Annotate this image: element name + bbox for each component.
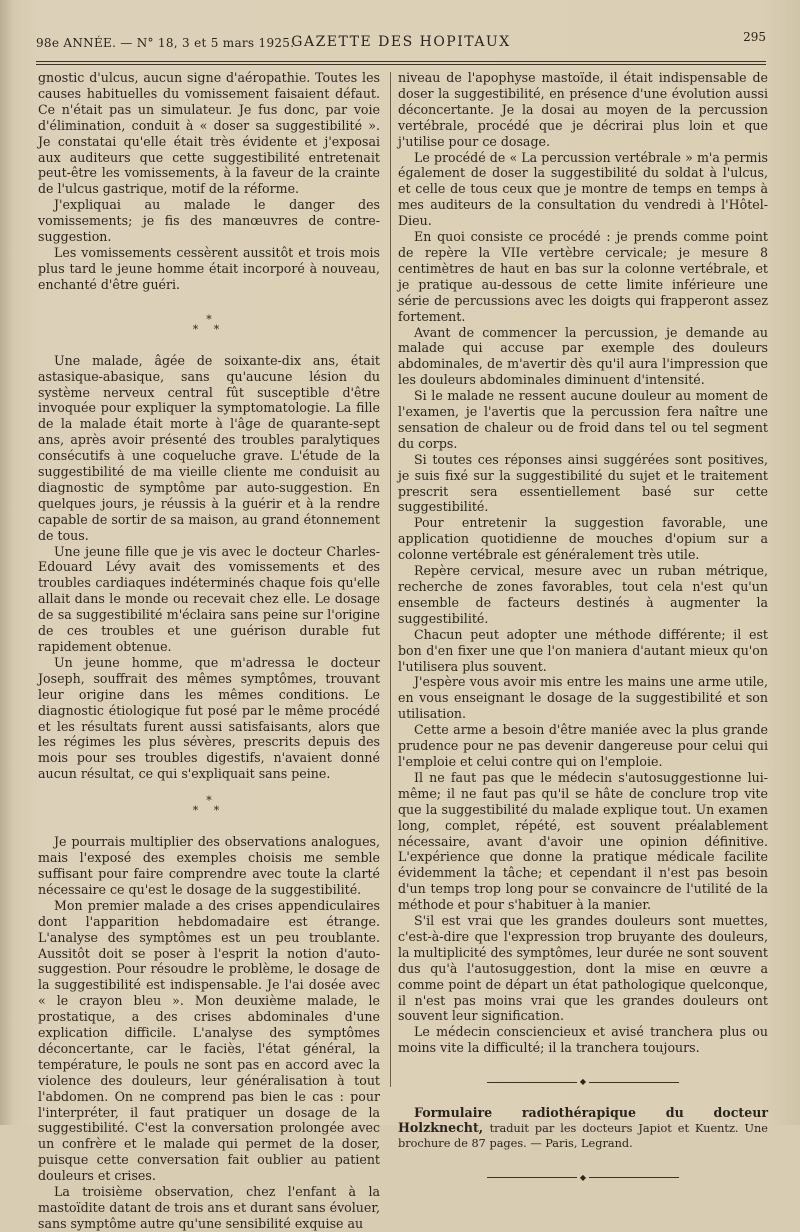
ornamental-rule [398, 1074, 768, 1090]
separator-star: * [206, 312, 212, 326]
page-number: 295 [743, 30, 766, 44]
ornament-icon: ◆ [579, 1172, 587, 1182]
paragraph: J'espère vous avoir mis entre les mains une arme utile, en vous enseignant le dosage de la suggestibilité et son utilisation. [398, 674, 768, 722]
issue-info: 98e ANNÉE. — N° 18, 3 et 5 mars 1925. [36, 36, 295, 50]
page-header [36, 26, 766, 60]
paragraph: Le procédé de « La percussion vertébrale » m'a permis également de doser la suggestibilité du soldat à l'ulcus, et celle de tous ceux que je montre de temps en temps à mes auditeurs de la consultation du vendredi à l'Hôtel-Dieu. [398, 149, 768, 229]
paragraph: Si le malade ne ressent aucune douleur au moment de l'examen, je l'avertis que la percussion fera naître une sensation de chaleur ou de froid dans tel ou tel segment du corps. [398, 388, 768, 451]
paragraph: Il ne faut pas que le médecin s'autosuggestionne lui-même; il ne faut pas qu'il se hâte de conclure trop vite que la suggestibilité du malade explique tout. Un examen long, complet, répété, est souvent préalablement nécessaire, avant d'avoir une opinion définitive. L'expérience que donne la pratique médicale facilite évidemment la tâche; et cependant il n'est pas besoin d'un temps trop long pour se convaincre de l'utilité de la méthode et pour s'habituer à la manier. [398, 769, 768, 913]
paragraph: gnostic d'ulcus, aucun signe d'aéropathie. Toutes les causes habituelles du vomissement faisaient défaut. Ce n'était pas un simulateur. Je fus donc, par voie d'élimination, conduit à « doser sa suggestibilité ». Je constatai qu'elle était très évidente et j'exposai aux auditeurs que cette suggestibilité entretenait peut-être les vomissements, à la faveur de la crainte de l'ulcus gastrique, motif de la réforme. [38, 70, 380, 197]
paragraph: Chacun peut adopter une méthode différente; il est bon d'en fixer une que l'on maniera d'autant mieux qu'on l'utilisera plus souvent. [398, 626, 768, 674]
paragraph: Une malade, âgée de soixante-dix ans, était astasique-abasique, sans qu'aucune lésion du système nerveux central fût susceptible d'être invoquée pour expliquer la symptomatologie. La fille de la malade était morte à l'âge de quarante-sept ans, après avoir présenté des troubles paralytiques consécutifs à une coqueluche grave. L'étude de la suggestibilité de ma vieille cliente me conduisit au diagnostic de symptôme par auto-suggestion. En quelques jours, je réussis à la guérir et à la rendre capable de sortir de sa maison, au grand étonnement de tous. [38, 352, 380, 543]
column-divider [390, 72, 391, 1087]
ornament-icon: ◆ [579, 1077, 587, 1087]
book-notice [398, 1106, 768, 1152]
left-column [38, 70, 380, 1232]
book-notice-title: Formulaire radiothérapique du docteur Holzknecht, [398, 1105, 768, 1135]
paragraph: Repère cervical, mesure avec un ruban métrique, recherche de zones favorables, tout cela n'est qu'un ensemble de facteurs destinés à augmenter la suggestibilité. [398, 563, 768, 626]
journal-title: GAZETTE DES HOPITAUX [291, 34, 511, 50]
paragraph: Avant de commencer la percussion, je demande au malade qui accuse par exemple des douleurs abdominales, de m'avertir dès qu'il aura l'impression que les douleurs abdominales diminuent d'intensité. [398, 324, 768, 388]
paragraph: Cette arme a besoin d'être maniée avec la plus grande prudence pour ne pas devenir dangereuse pour celui qui l'emploie et celui contre qui on l'emploie. [398, 722, 768, 769]
section-separator [38, 312, 380, 336]
paragraph: Je pourrais multiplier des observations analogues, mais l'exposé des exemples choisis me semble suffisant pour faire comprendre avec toute la clarté nécessaire ce qu'est le dosage de la suggestibilité. [38, 834, 380, 897]
section-separator [38, 796, 380, 816]
paragraph: niveau de l'apophyse mastoïde, il était indispensable de doser la suggestibilité, en présence d'une évolution aussi déconcertante. Je la dosai au moyen de la percussion vertébrale, procédé que je décrirai plus loin et que j'utilise pour ce dosage. [398, 70, 768, 149]
separator-stars: * * [192, 804, 226, 818]
paragraph: Mon premier malade a des crises appendiculaires dont l'apparition hebdomadaire est étrange. L'analyse des symptômes est un peu troublante. Aussitôt doit se poser à l'esprit la notion d'auto-suggestion. Pour résoudre le problème, le dosage de la suggestibilité est indispensable. Je l'ai dosée avec « le crayon bleu ». Mon deuxième malade, le prostatique, a des crises abdominales d'une explication difficile. L'analyse des symptômes déconcertante, car le faciès, l'état général, la température, le pouls ne sont pas en accord avec la violence des douleurs, leur généralisation à tout l'abdomen. On ne comprend pas bien le cas : pour l'interpréter, il faut pratiquer un dosage de la suggestibilité. C'est la conversation prolongée avec un confrère et le malade qui permet de la doser, puisque cette conversation fait oublier au patient douleurs et crises. [38, 897, 380, 1184]
paragraph: La troisième observation, chez l'enfant à la mastoïdite datant de trois ans et durant sans évoluer, sans symptôme autre qu'une sensibilité exquise au [38, 1184, 380, 1231]
paragraph: Un jeune homme, que m'adressa le docteur Joseph, souffrait des mêmes symptômes, trouvant leur origine dans les mêmes conditions. Le diagnostic étiologique fut posé par le même procédé et les résultats furent aussi satisfaisants, alors que les régimes les plus sévères, prescrits depuis des mois pour ses troubles digestifs, n'avaient donné aucun résultat, ce qui s'expliquait sans peine. [38, 654, 380, 782]
paragraph: En quoi consiste ce procédé : je prends comme point de repère la VIIe vertèbre cervicale; je mesure 8 centimètres de haut en bas sur la colonne vertébrale, et je pratique au-dessous de cette limite inférieure une série de percussions avec les doigts qui frapperont assez fortement. [398, 229, 768, 324]
header-rule-top [36, 61, 766, 62]
paragraph: S'il est vrai que les grandes douleurs sont muettes, c'est-à-dire que l'expression trop bruyante des douleurs, la multiplicité des symptômes, leur durée ne sont souvent dus qu'à l'autosuggestion, dont la mise en œuvre a comme point de départ un état pathologique quelconque, il n'est pas moins vrai que les grandes douleurs ont souvent leur signification. [398, 913, 768, 1024]
separator-stars: * * [192, 322, 226, 336]
paragraph: Si toutes ces réponses ainsi suggérées sont positives, je suis fixé sur la suggestibilité du sujet et le traitement prescrit sera essentiellement basé sur cette suggestibilité. [398, 451, 768, 515]
separator-star: * [206, 794, 212, 808]
paragraph: Le médecin consciencieux et avisé tranchera plus ou moins vite la difficulté; il la tranchera toujours. [398, 1024, 768, 1056]
ornamental-rule [398, 1170, 768, 1186]
paragraph: Une jeune fille que je vis avec le docteur Charles-Edouard Lévy avait des vomissements et des troubles cardiaques indéterminés chaque fois qu'elle allait dans le monde ou recevait chez elle. Le dosage de sa suggestibilité m'éclaira sans peine sur l'origine de ces troubles et une guérison durable fut rapidement obtenue. [38, 543, 380, 654]
book-notice-details: traduit par les docteurs Japiot et Kuentz. Une brochure de 87 pages. — Paris, Legrand. [398, 1121, 768, 1151]
paragraph: Les vomissements cessèrent aussitôt et trois mois plus tard le jeune homme était incorporé à nouveau, enchanté d'être guéri. [38, 244, 380, 292]
paragraph: J'expliquai au malade le danger des vomissements; je fis des manœuvres de contre-suggestion. [38, 197, 380, 245]
header-rule-bottom [36, 64, 766, 65]
paragraph: Pour entretenir la suggestion favorable, une application quotidienne de mouches d'opium sur a colonne vertébrale est généralement très utile. [398, 515, 768, 563]
right-column [398, 70, 768, 1202]
